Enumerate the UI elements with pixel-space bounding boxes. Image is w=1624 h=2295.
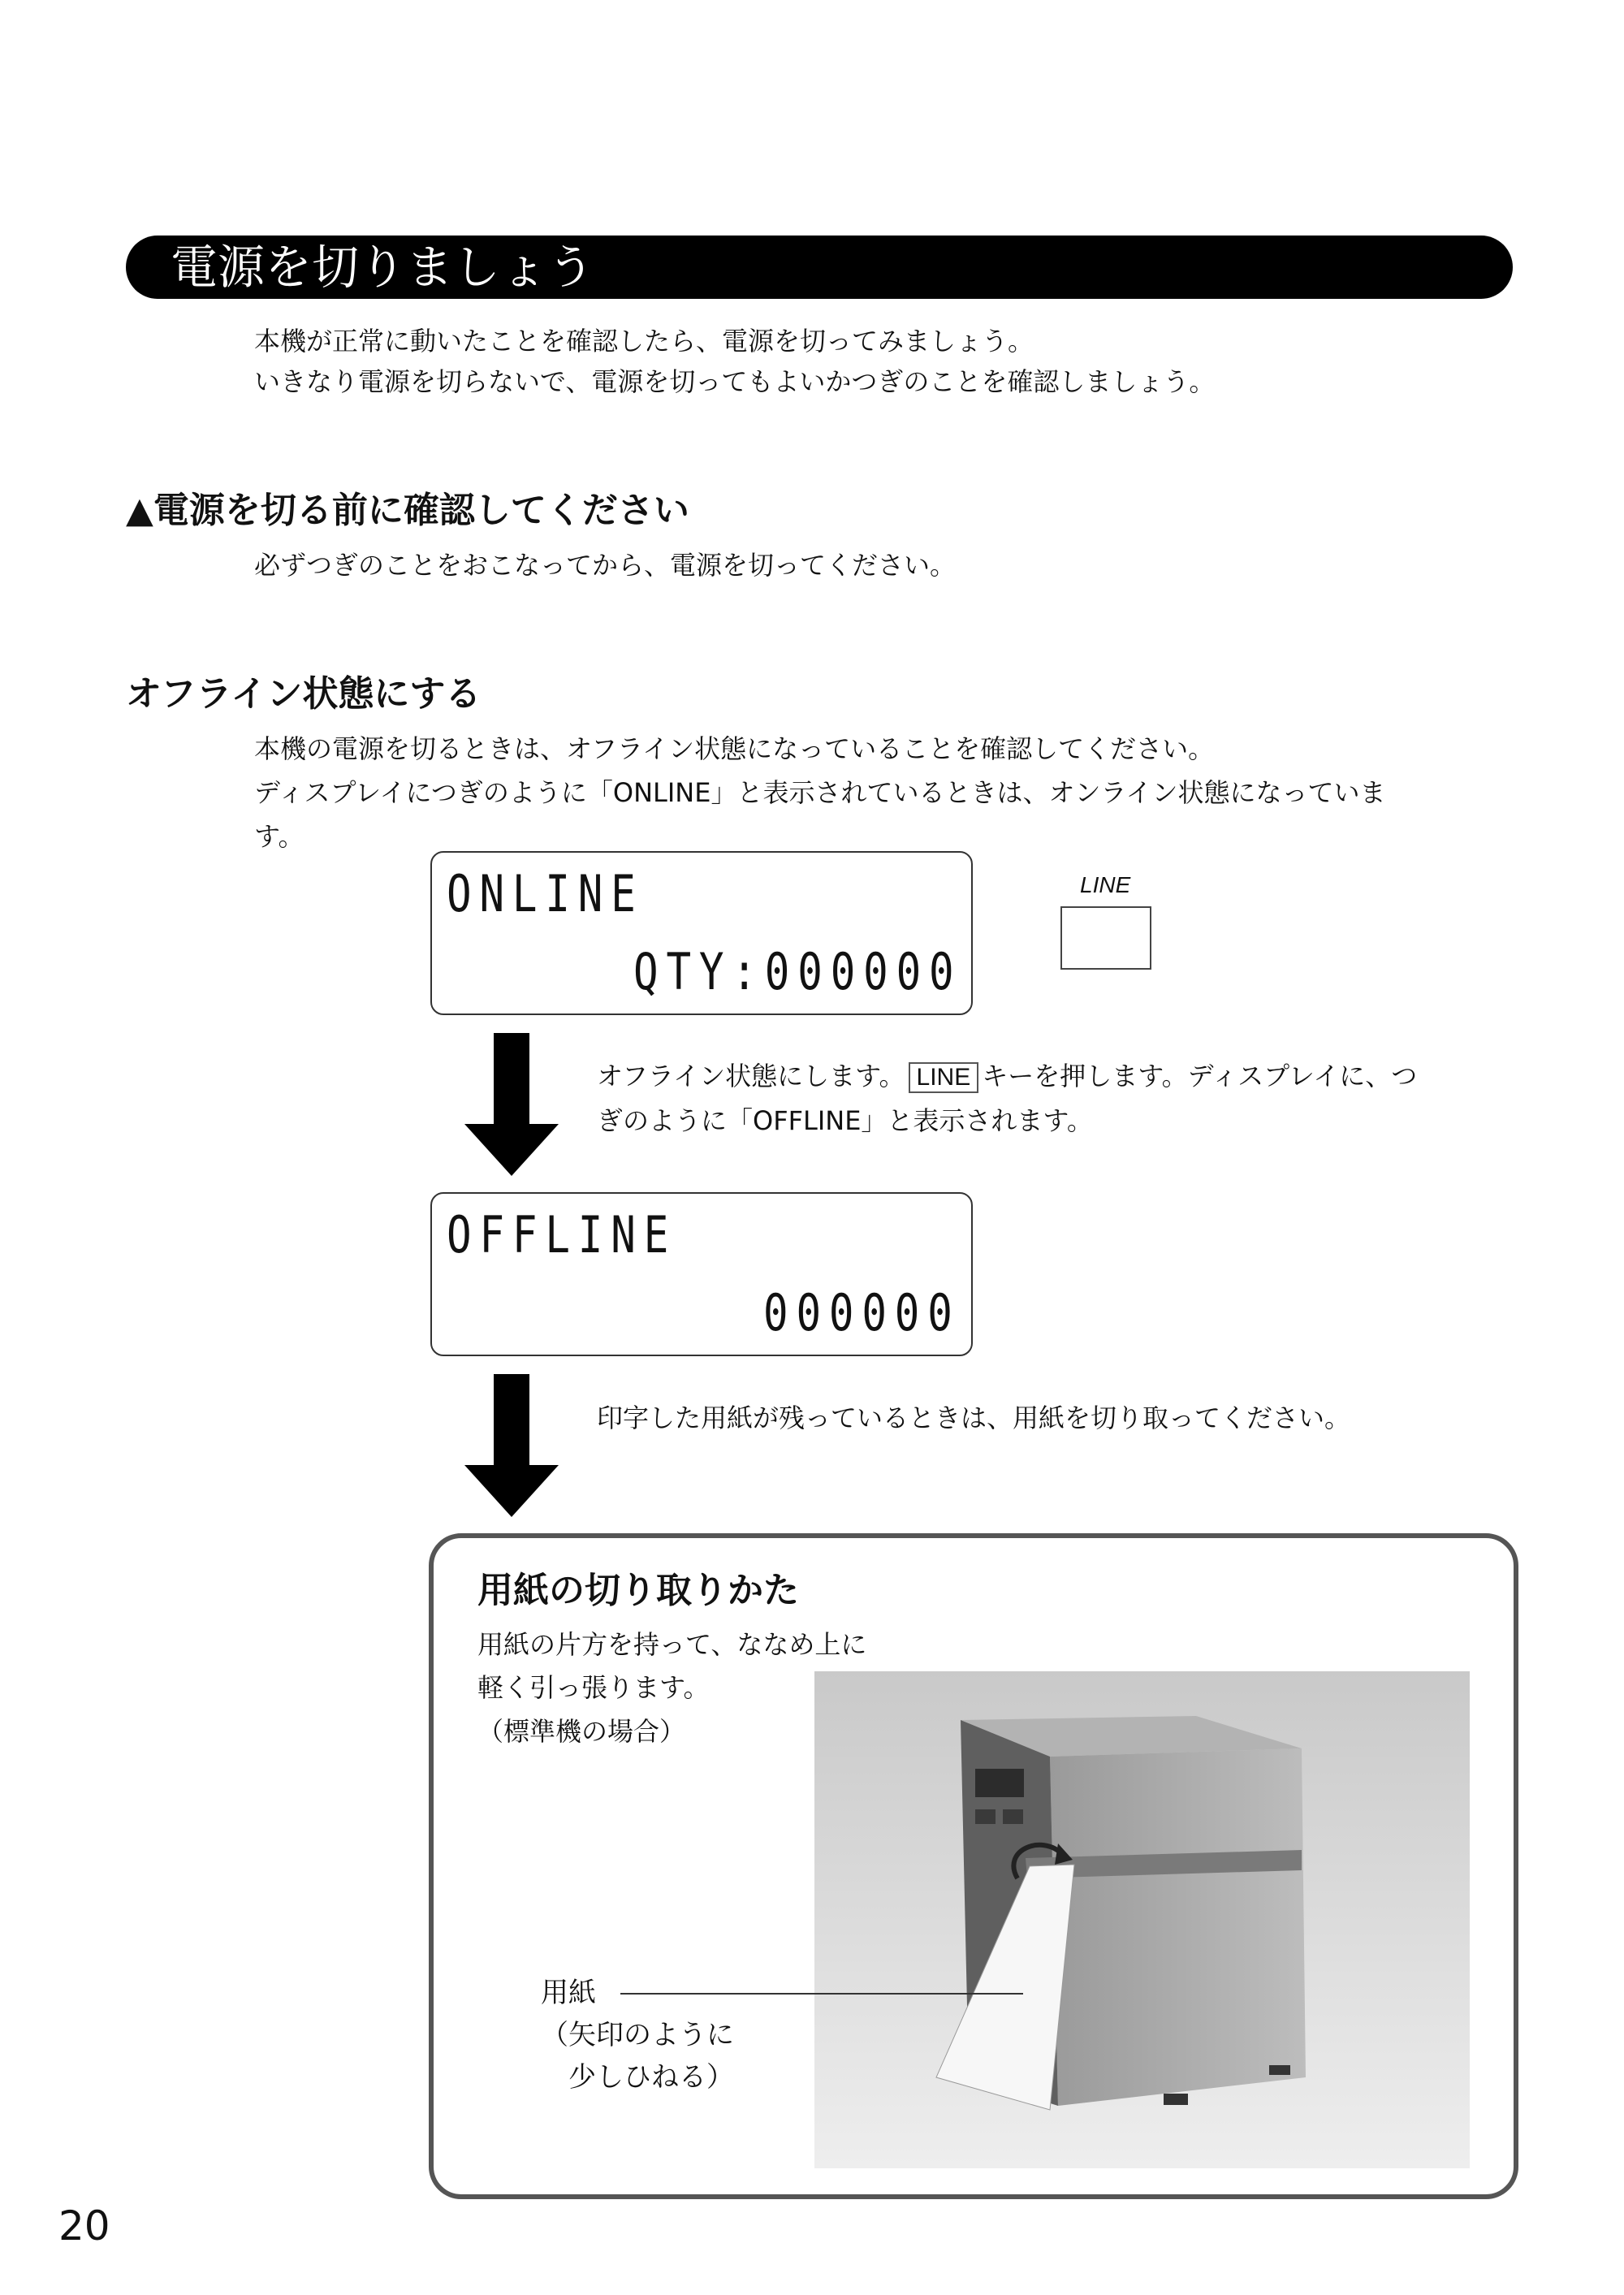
callout-line-1: 用紙の片方を持って、ななめ上に — [477, 1629, 867, 1660]
down-arrow-icon — [494, 1033, 529, 1126]
down-arrow-head-icon — [464, 1465, 559, 1517]
down-arrow-head-icon — [464, 1124, 559, 1176]
paper-leader-line — [620, 1993, 1023, 1995]
callout-line-2: 軽く引っ張ります。 — [477, 1672, 710, 1703]
display-offline-line2: 000000 — [763, 1283, 961, 1342]
offline-line-1: 本機の電源を切るときは、オフライン状態になっていることを確認してください。 — [254, 733, 1215, 764]
offline-heading: オフライン状態にする — [126, 673, 482, 715]
line-key[interactable] — [1060, 906, 1151, 970]
display-online-line2: QTY:000000 — [633, 942, 962, 1001]
check-text: 必ずつぎのことをおこなってから、電源を切ってください。 — [254, 550, 957, 581]
printer-illustration — [814, 1671, 1470, 2168]
line-key-inline: LINE — [909, 1062, 979, 1093]
page-number: 20 — [58, 2202, 110, 2250]
display-online-line1: ONLINE — [447, 864, 644, 923]
intro-line-1: 本機が正常に動いたことを確認したら、電源を切ってみましょう。 — [254, 326, 1034, 357]
step2-text: 印字した用紙が残っているときは、用紙を切り取ってください。 — [597, 1402, 1351, 1433]
check-heading: ▲電源を切る前に確認してください — [126, 490, 689, 531]
display-offline-line1: OFFLINE — [447, 1205, 677, 1264]
offline-line-3: す。 — [254, 821, 304, 852]
step1-line-1 — [597, 1053, 1417, 1099]
offline-line-2: ディスプレイにつぎのように「ONLINE」と表示されているときは、オンライン状態になっていま — [254, 777, 1386, 808]
down-arrow-icon — [494, 1374, 529, 1467]
callout-line-3: （標準機の場合） — [477, 1716, 686, 1747]
step1-text-after: キーを押します。ディスプレイに、つ — [982, 1061, 1418, 1091]
paper-label-line-2: （矢印のように — [541, 2019, 734, 2051]
paper-label-line-3: 少しひねる） — [568, 2061, 734, 2094]
line-key-label: LINE — [1080, 872, 1131, 897]
step1-line-2: ぎのように「OFFLINE」と表示されます。 — [597, 1105, 1093, 1136]
printer-photo — [814, 1671, 1470, 2168]
intro-line-2: いきなり電源を切らないで、電源を切ってもよいかつぎのことを確認しましょう。 — [254, 366, 1216, 397]
paper-label-line-1: 用紙 — [541, 1977, 596, 2009]
callout-title: 用紙の切り取りかた — [477, 1570, 799, 1611]
section-title: 電源を切りましょう — [171, 240, 595, 295]
step1-text-before: オフライン状態にします。 — [597, 1061, 905, 1091]
